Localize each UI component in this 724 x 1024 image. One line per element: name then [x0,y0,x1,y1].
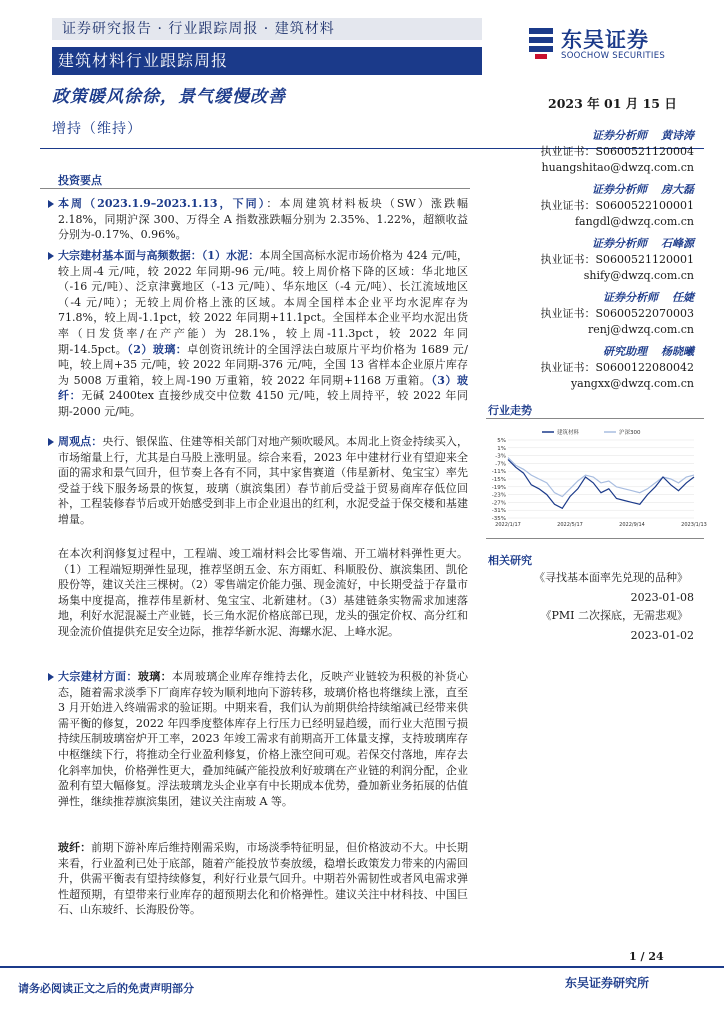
analyst-name: 杨晓曦 [661,345,694,358]
trend-label: 行业走势 [488,404,532,417]
breadcrumb: 证券研究报告 · 行业跟踪周报 · 建筑材料 [52,18,482,40]
trend-divider [486,418,704,419]
section-title: 投资要点 [58,174,102,187]
paragraph-bulk-materials [58,669,468,809]
x-tick-label: 2022/1/17 [495,522,521,528]
analyst-name: 任婕 [672,291,694,304]
p2-lead3: （3）玻纤： [58,373,469,403]
analyst-entry [540,128,694,176]
analyst-cert: 执业证书：S0600521120001 [540,253,694,266]
report-headline: 政策暖风徐徐，景气缓慢改善 [52,87,286,107]
analyst-email[interactable]: renj@dwzq.com.cn [587,323,694,336]
related-report-title[interactable]: 《PMI 二次探底，无需悲观》 [540,609,688,622]
analyst-email[interactable]: huangshitao@dwzq.com.cn [541,161,694,174]
p5-lead: 大宗建材方面： [58,670,138,683]
y-tick-label: 5% [497,438,506,444]
analyst-email[interactable]: shify@dwzq.com.cn [583,269,694,282]
y-tick-label: -3% [495,453,506,460]
analyst-role: 证券分析师 [592,183,647,196]
y-tick-label: -27% [491,500,506,507]
y-tick-label: -11% [491,469,506,476]
y-tick-label: -35% [491,516,506,522]
related-report-date: 2023-01-08 [630,591,694,604]
analyst-entry [540,344,694,392]
p2-text3: 无碱 2400tex 直接纱成交中位数 4150 元/吨，较上周持平，较 2022 年同期-2000 元/吨。 [58,389,469,418]
y-tick-label: -15% [491,477,506,483]
y-tick-label: -7% [495,461,506,468]
company-logo [527,24,697,64]
analyst-name: 石峰源 [661,237,694,250]
series-line [508,460,694,509]
x-tick-label: 2022/5/17 [557,522,583,528]
analyst-name: 黄诗涛 [661,129,694,142]
bullet-icon [48,673,54,681]
paragraph-weekly-view [58,434,468,528]
analyst-entry [540,182,694,230]
p3-text: 央行、银保监、住建等相关部门对地产频吹暖风。本周北上资金持续买入，市场缩量上行，尤其是白马股上涨明显。综合来看，2023 年中建材行业有望迎来全面的需求和景气回升，但节奏上各有不同，其中家售赛道（伟星新材、兔宝宝）率先受益于线下服务场景的恢复，玻璃（旗滨集团）春节前后受益于贸易商库存低位回补，工程装修春节后或开始感受到非上市企业退出的红利，水泥受益于保交楼和基建增量。 [58,435,469,526]
analyst-email[interactable]: fangdl@dwzq.com.cn [574,215,694,228]
report-type-title: 建筑材料行业跟踪周报 [52,47,482,75]
p1-text: ：本周建筑材料板块（SW）涨跌幅 2.18%，同期沪深 300、万得全 A 指数涨跌幅分别为 2.35%、1.22%，超额收益分别为-0.17%、0.96%。 [58,197,468,242]
analyst-cert: 执业证书：S0600521120004 [540,145,694,158]
legend-label: 沪深300 [619,430,641,436]
p2-lead: 大宗建材基本面与高频数据：（1）水泥： [58,249,260,262]
bullet-icon [48,438,54,446]
p6-lead: 玻纤： [58,841,92,854]
page-number: 1 / 24 [629,950,664,963]
analyst-cert: 执业证书：S0600522070003 [540,307,694,320]
p2-text1: 本周全国高标水泥市场价格为 424 元/吨，较上周-4 元/吨，较 2022 年同期-96 元/吨。较上周价格下降的区域：华北地区（-16 元/吨）、泛京津冀地区（-13 元/吨）、华东地区（-4 元/吨）、长江流域地区（-4 元/吨）；无较上周价格上涨的区域。本周全国样本企业平均水泥库存为 71.8%，较上周-1.1pct，较 2022 年同期+11.1pct。全国样本企业平均水泥出货率（日发货率/在产产能）为 28.1%，较上周-11.3pct，较 2022 年同期-14.5pct。 [58,249,469,356]
logo-mark-icon [527,26,555,60]
analyst-cert: 执业证书：S0600522100001 [540,199,694,212]
related-report-title[interactable]: 《寻找基本面率先兑现的品种》 [534,571,688,584]
p5-lead-glass: 玻璃： [137,670,173,683]
analyst-role: 证券分析师 [592,129,647,142]
institute-name: 东吴证券研究所 [565,976,650,990]
analyst-role: 研究助理 [603,345,647,358]
analyst-entry [540,290,694,338]
p4-text: 在本次利润修复过程中，工程端、竣工端材料会比零售端、开工端材料弹性更大。（1）工程端短期弹性显现，推荐坚朗五金、东方雨虹、科顺股份、旗滨集团、凯伦股份等，建议关注三棵树。（2）零售端定价能力强、现金流好，中长期受益于存量市场集中度提高，推荐伟星新材、兔宝宝、北新建材。（3）基建链条实物需求加速落地，利好水泥混凝土产业链，长三角水泥价格底部已现，龙头的强定价权、高分红和现金流价值提供充足安全边际，推荐华新水泥、海螺水泥、上峰水泥。 [58,547,468,638]
p1-lead: 本周（2023.1.9–2023.1.13，下同） [58,197,267,210]
paragraph-fundamentals [58,248,468,420]
analyst-role: 证券分析师 [592,237,647,250]
rating: 增持（维持） [52,121,142,137]
y-tick-label: -23% [491,492,506,499]
x-tick-label: 2022/9/14 [619,522,645,528]
footer-divider [0,966,724,968]
x-tick-label: 2023/1/13 [681,522,707,528]
logo-text-cn: 东吴证券 [561,28,649,52]
section-divider [40,188,470,189]
p2-text2: 卓创资讯统计的全国浮法白玻原片平均价格为 1689 元/吨，较上周+35 元/吨，较 2022 年同期-376 元/吨，全国 13 省样本企业原片库存为 5008 万重箱，较上周-190 万重箱，较 2022 年同期+1168 万重箱。 [58,342,468,387]
analyst-name: 房大磊 [661,183,694,196]
paragraph-profit-repair [58,546,468,640]
legend-label: 建筑材料 [557,430,580,436]
related-label: 相关研究 [488,554,532,567]
y-tick-label: 1% [497,445,506,452]
disclaimer-note: 请务必阅读正文之后的免责声明部分 [18,982,194,995]
chart-divider [486,538,704,539]
analyst-role: 证券分析师 [603,291,658,304]
report-date: 2023 年 01 月 15 日 [548,96,677,111]
p2-lead2: （2）玻璃： [127,342,188,356]
industry-trend-chart [486,426,707,530]
y-tick-label: -31% [491,508,506,515]
y-tick-label: -19% [491,484,506,491]
analyst-entry [540,236,694,284]
analyst-cert: 执业证书：S0600122080042 [540,361,694,374]
related-report-date: 2023-01-02 [630,629,694,642]
p5-text: 本周玻璃企业库存维持去化，反映产业链较为积极的补货心态，随着需求淡季下厂商库存较为顺利地向下游转移，玻璃价格也将继续上涨，直至 3 月开始进入终端需求的验证期。中期来看，我们认为前期供给持续缩减已经带来供需平衡的修复，2022 年四季度整体库存上行压力已经明显趋缓，而行业大范围亏损持续压制玻璃窑炉开工率，2023 年竣工需求有前期高开工体量支撑，支持玻璃库存中枢继续下行，将推动全行业盈利修复，价格上涨空间可观。若保交付落地，库存去化斜率加快，价格弹性更大，叠加纯碱产能投放利好玻璃在产业链的利润分配，企业盈利有望大幅修复。浮法玻璃龙头企业享有中长期成本优势，叠加新业务拓展的估值弹性，继续推荐旗滨集团，建议关注南玻 A 等。 [58,670,469,808]
analyst-email[interactable]: yangxx@dwzq.com.cn [570,377,694,390]
bullet-icon [48,252,54,260]
logo-text-en: SOOCHOW SECURITIES [561,51,666,61]
paragraph-weekly-performance [58,196,468,243]
p3-lead: 周观点： [58,435,103,448]
paragraph-glass-fiber [58,840,468,918]
bullet-icon [48,200,54,208]
p6-text: 前期下游补库后维持刚需采购，市场淡季特征明显，但价格波动不大。中长期来看，行业盈利已处于底部，随着产能投放节奏放缓，稳增长政策发力带来的内需回升，供需平衡表有望持续修复，利好行业景气回升。中期若外需韧性或者风电需求弹性超预期，有望带来行业库存的超预期去化和价格弹性。建议关注中材科技、中国巨石、山东玻纤、长海股份等。 [58,841,468,917]
